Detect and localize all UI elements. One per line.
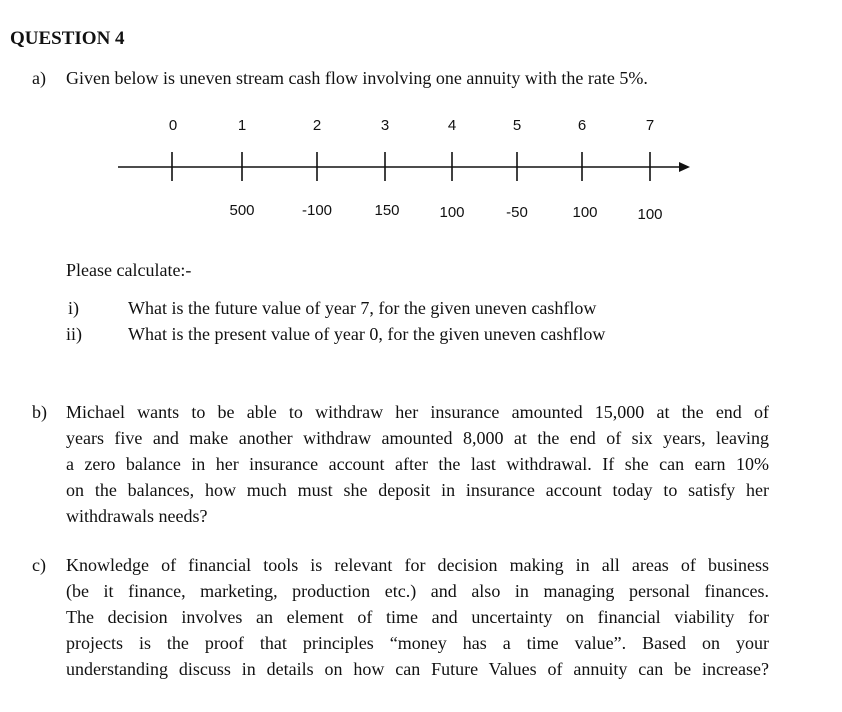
period-label: 5	[512, 117, 522, 134]
period-label: 7	[645, 117, 655, 134]
part-c-label: c)	[32, 555, 46, 575]
cashflow-label: -50	[506, 204, 528, 221]
cashflow-label: -100	[301, 202, 333, 219]
cashflow-label: 100	[637, 206, 663, 223]
period-label: 6	[577, 117, 587, 134]
period-label: 0	[168, 117, 178, 134]
item-text: What is the present value of year 0, for the given uneven cashflow	[128, 324, 606, 344]
cashflow-label: 500	[229, 202, 255, 219]
axis-arrowhead	[679, 162, 690, 172]
item-label: i)	[68, 298, 79, 318]
part-b-line: withdrawals needs?	[66, 506, 208, 526]
period-label: 1	[237, 117, 247, 134]
item-text: What is the future value of year 7, for the given uneven cashflow	[128, 298, 597, 318]
part-c-line: understanding discuss in details on how can Future Values of annuity can be increase?	[66, 659, 769, 679]
item-label: ii)	[66, 324, 82, 344]
cashflow-label: 100	[572, 204, 598, 221]
calculate-prompt: Please calculate:-	[66, 260, 192, 280]
timeline-axis	[0, 0, 842, 240]
part-b-line: years five and make another withdraw amounted 8,000 at the end of six years, leaving	[66, 428, 769, 448]
part-c-line: The decision involves an element of time and uncertainty on financial viability for	[66, 607, 769, 627]
part-a-intro: Given below is uneven stream cash flow involving one annuity with the rate 5%.	[66, 68, 648, 88]
question-title: QUESTION 4	[10, 28, 125, 49]
period-label: 3	[380, 117, 390, 134]
period-label: 4	[447, 117, 457, 134]
part-b-line: on the balances, how much must she deposit in insurance account today to satisfy her	[66, 480, 769, 500]
part-b-line: a zero balance in her insurance account after the last withdrawal. If she can earn 10%	[66, 454, 769, 474]
cashflow-label: 100	[439, 204, 465, 221]
part-c-line: (be it finance, marketing, production etc.) and also in managing personal finances.	[66, 581, 769, 601]
cashflow-label: 150	[374, 202, 400, 219]
part-c-line: projects is the proof that principles “money has a time value”. Based on your	[66, 633, 769, 653]
part-b-line: Michael wants to be able to withdraw her insurance amounted 15,000 at the end of	[66, 402, 769, 422]
part-b-label: b)	[32, 402, 47, 422]
part-a-label: a)	[32, 68, 46, 88]
period-label: 2	[312, 117, 322, 134]
part-c-line: Knowledge of financial tools is relevant for decision making in all areas of business	[66, 555, 769, 575]
